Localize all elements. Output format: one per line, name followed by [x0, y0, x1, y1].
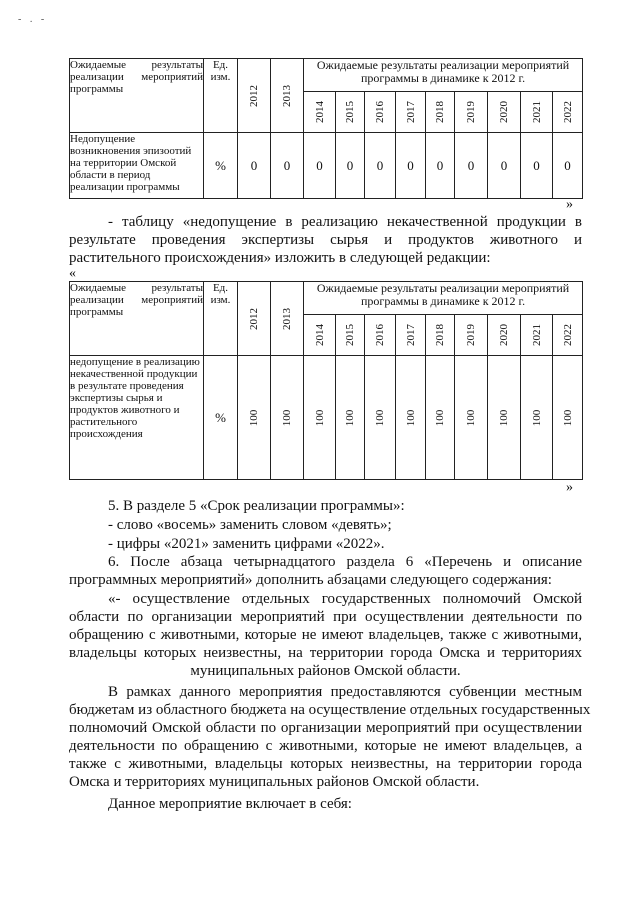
row-value: 0: [455, 133, 488, 199]
row-value: 0: [304, 133, 336, 199]
row-value: 0: [553, 133, 583, 199]
header-unit: Ед. изм.: [204, 282, 238, 356]
subsidy-paragraph: В рамках данного мероприятия предоставляются субвенции местным бюджетам из областного бюджета на осуществление отдельных государственных полномочий Омской области по организации мероприятий при осуществлении деятельности по обращению с животными, которые не имеют владельцев, а также с животными, владельцы которых неизвестны, на территории города Омска и территориях муниципальных районов Омской области.: [69, 684, 591, 790]
row-value: 0: [488, 133, 521, 199]
item-5-change-b: - цифры «2021» заменить цифрами «2022».: [108, 536, 385, 552]
opening-quote: «: [69, 266, 76, 281]
row-value: 100: [336, 356, 365, 480]
header-year: 2016: [365, 315, 396, 356]
header-year: 2022: [553, 92, 583, 133]
header-year-2012: 2012: [238, 282, 271, 356]
header-year: 2021: [521, 315, 553, 356]
row-unit: %: [204, 356, 238, 480]
header-year: 2019: [455, 315, 488, 356]
header-year: 2014: [304, 92, 336, 133]
row-value: 100: [455, 356, 488, 480]
header-year-2013: 2013: [271, 282, 304, 356]
row-value-2013: 100: [271, 356, 304, 480]
row-label: Недопущение возникновения эпизоотий на территории Омской области в период реализации программы: [70, 133, 204, 199]
header-year: 2016: [365, 92, 396, 133]
header-dynamics: Ожидаемые результаты реализации мероприятий программы в динамике к 2012 г.: [304, 59, 583, 92]
row-unit: %: [204, 133, 238, 199]
header-unit: Ед. изм.: [204, 59, 238, 133]
row-value-2012: 100: [238, 356, 271, 480]
header-year: 2015: [336, 92, 365, 133]
item-5-heading: 5. В разделе 5 «Срок реализации программы»:: [108, 498, 405, 514]
row-value: 0: [365, 133, 396, 199]
header-year: 2018: [426, 315, 455, 356]
header-expected-results: Ожидаемые результаты реализации мероприятий программы: [70, 282, 204, 356]
row-label: недопущение в реализацию некачественной продукции в результате проведения экспертизы сырья и продуктов животного и растительного происхождения: [70, 356, 204, 480]
header-year: 2015: [336, 315, 365, 356]
item-6-paragraph: 6. После абзаца четырнадцатого раздела 6 «Перечень и описание программных мероприятий» дополнить абзацами следующего содержания:: [69, 554, 582, 588]
row-value: 0: [396, 133, 426, 199]
header-year: 2018: [426, 92, 455, 133]
header-year: 2017: [396, 315, 426, 356]
header-year: 2014: [304, 315, 336, 356]
item-5-change-a: - слово «восемь» заменить словом «девять»;: [108, 517, 392, 533]
results-table-product-quality: [69, 281, 583, 480]
row-value: 0: [336, 133, 365, 199]
row-value: 100: [553, 356, 583, 480]
scan-mark: - . -: [18, 14, 48, 25]
header-year: 2020: [488, 315, 521, 356]
header-year: 2017: [396, 92, 426, 133]
results-table-epizootic: [69, 58, 583, 199]
header-dynamics: Ожидаемые результаты реализации мероприятий программы в динамике к 2012 г.: [304, 282, 583, 315]
includes-paragraph: Данное мероприятие включает в себя:: [108, 796, 352, 812]
header-year: 2020: [488, 92, 521, 133]
quoted-measure-paragraph: «- осуществление отдельных государственных полномочий Омской области по организации мероприятий при осуществлении деятельности по обращению с животными, которые не имеют владельцев, также с животными, владельцы которых неизвестны, на территории города Омска и территориях муниципальных районов Омской области.: [69, 591, 582, 679]
row-value-2012: 0: [238, 133, 271, 199]
row-value: 100: [396, 356, 426, 480]
table-instruction-paragraph: - таблицу «недопущение в реализацию некачественной продукции в результате проведения экспертизы сырья и продуктов животного и растительного происхождения» изложить в следующей редакции:: [69, 214, 582, 266]
row-value-2013: 0: [271, 133, 304, 199]
closing-quote: »: [566, 480, 573, 495]
row-value: 100: [488, 356, 521, 480]
row-value: 100: [521, 356, 553, 480]
row-value: 100: [365, 356, 396, 480]
row-value: 0: [426, 133, 455, 199]
row-value: 100: [304, 356, 336, 480]
closing-quote: »: [566, 197, 573, 212]
header-expected-results: Ожидаемые результаты реализации мероприятий программы: [70, 59, 204, 133]
header-year-2013: 2013: [271, 59, 304, 133]
header-year: 2021: [521, 92, 553, 133]
row-value: 100: [426, 356, 455, 480]
row-value: 0: [521, 133, 553, 199]
header-year: 2019: [455, 92, 488, 133]
header-year-2012: 2012: [238, 59, 271, 133]
header-year: 2022: [553, 315, 583, 356]
